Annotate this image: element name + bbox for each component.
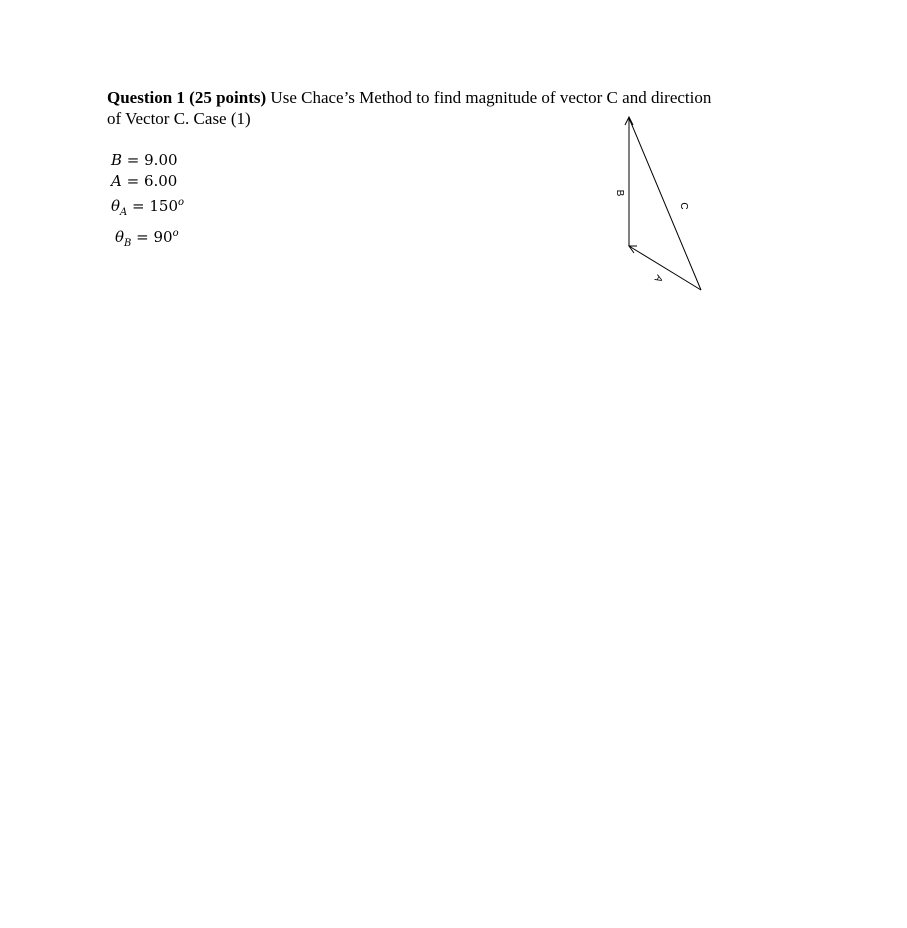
given-theta-a-subscript: A <box>120 207 128 218</box>
given-a-equals: = <box>121 172 144 190</box>
given-theta-b-equals: = <box>131 228 154 246</box>
question-body-line2: of Vector C. Case (1) <box>107 109 251 128</box>
given-theta-a-equals: = <box>127 197 150 215</box>
given-theta-b-degree: o <box>172 228 179 239</box>
question-heading: Question 1 (25 points) <box>107 88 267 107</box>
vector-c-line <box>629 118 701 290</box>
vector-a-arrowhead <box>629 246 637 253</box>
given-b <box>111 150 184 171</box>
given-theta-a-degree: o <box>178 197 185 208</box>
given-theta-a-value: 150 <box>149 197 179 215</box>
given-theta-a <box>111 192 184 223</box>
vector-c-label: C <box>678 202 689 210</box>
vector-b-label: B <box>614 189 625 197</box>
question-body-line1: Use Chace’s Method to find magnitude of vector C and direction <box>266 88 712 107</box>
given-a-value: 6.00 <box>143 172 178 190</box>
given-b-symbol: B <box>111 151 123 169</box>
given-a <box>111 171 184 192</box>
given-b-value: 9.00 <box>144 151 178 169</box>
given-theta-a-symbol: θ <box>111 197 121 215</box>
vector-triangle-diagram <box>600 110 720 300</box>
vector-a-line <box>629 246 701 290</box>
given-a-symbol: A <box>111 172 122 190</box>
vector-a-label: A <box>651 272 665 284</box>
given-values <box>111 150 184 254</box>
given-theta-b <box>111 223 184 254</box>
given-theta-b-value: 90 <box>153 228 173 246</box>
given-theta-b-symbol: θ <box>115 228 125 246</box>
given-b-equals: = <box>122 151 145 169</box>
given-theta-b-subscript: B <box>124 238 132 249</box>
